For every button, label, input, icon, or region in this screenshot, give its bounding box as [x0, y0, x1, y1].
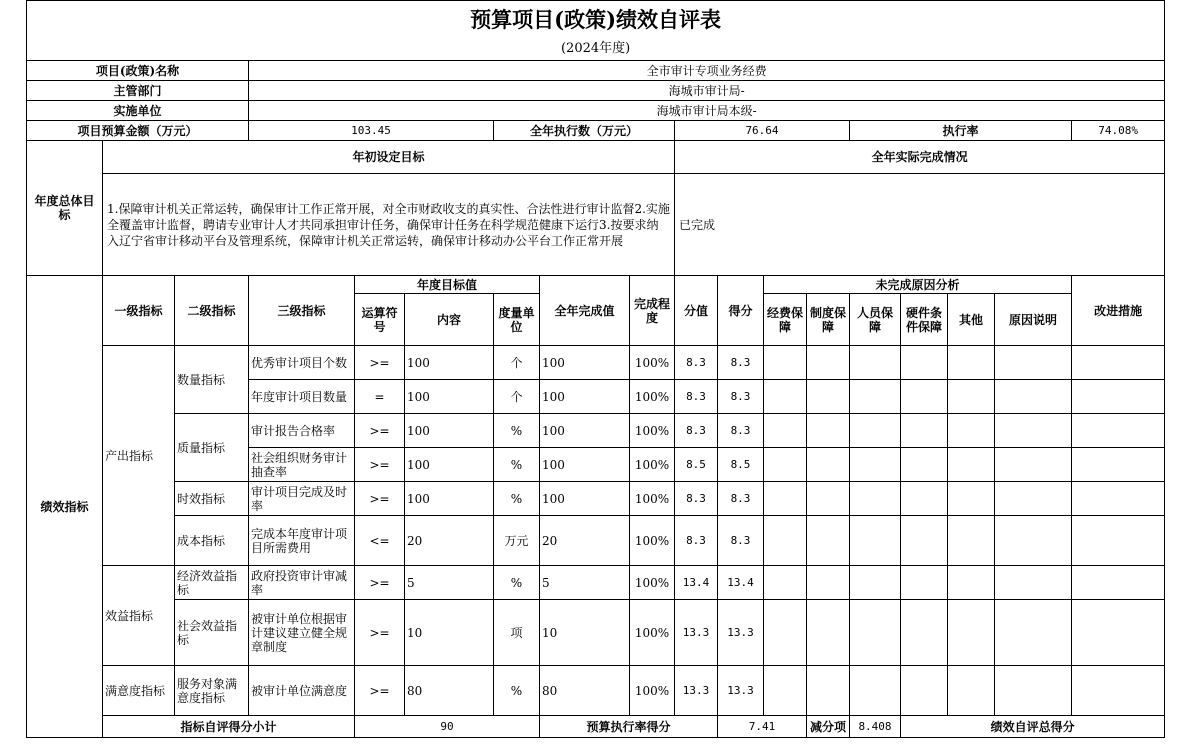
operator-cell: >= — [355, 666, 405, 716]
level1-satisfaction: 满意度指标 — [103, 666, 175, 716]
total-score-label: 绩效自评总得分 — [901, 716, 1165, 738]
value-cell: 13.3 — [675, 600, 718, 666]
operator-cell: <= — [355, 516, 405, 566]
level2-economic: 经济效益指标 — [175, 566, 249, 600]
reason-funding-header: 经费保障 — [764, 294, 807, 346]
actual-cell: 100 — [540, 380, 630, 414]
execution-label: 全年执行数（万元） — [494, 121, 675, 141]
actual-cell: 10 — [540, 600, 630, 666]
score-cell: 8.5 — [718, 448, 764, 482]
level2-quality: 质量指标 — [175, 414, 249, 482]
score-cell: 8.3 — [718, 516, 764, 566]
actual-cell: 100 — [540, 482, 630, 516]
level3-cell: 审计报告合格率 — [249, 414, 355, 448]
actual-cell: 20 — [540, 516, 630, 566]
degree-cell: 100% — [630, 448, 675, 482]
content-cell: 10 — [405, 600, 494, 666]
unit-label: 实施单位 — [27, 101, 249, 121]
score-cell: 13.3 — [718, 666, 764, 716]
self-evaluation-sheet — [26, 0, 1164, 742]
improvement-header: 改进措施 — [1072, 276, 1165, 346]
value-cell: 8.3 — [675, 380, 718, 414]
incomplete-reason-header: 未完成原因分析 — [764, 276, 1072, 294]
actual-cell: 100 — [540, 346, 630, 380]
subtotal-label: 指标自评得分小计 — [103, 716, 355, 738]
evaluation-table — [26, 0, 1165, 738]
operator-cell: >= — [355, 566, 405, 600]
table-row — [27, 482, 1165, 516]
reason-other-header: 其他 — [948, 294, 995, 346]
operator-cell: >= — [355, 482, 405, 516]
degree-cell: 100% — [630, 666, 675, 716]
level3-cell: 优秀审计项目个数 — [249, 346, 355, 380]
degree-cell: 100% — [630, 482, 675, 516]
value-cell: 8.3 — [675, 346, 718, 380]
table-row — [27, 600, 1165, 666]
level3-cell: 被审计单位根据审计建议建立健全规章制度 — [249, 600, 355, 666]
project-name-label: 项目(政策)名称 — [27, 61, 249, 81]
content-cell: 5 — [405, 566, 494, 600]
annual-actual-header: 全年完成值 — [540, 276, 630, 346]
annual-target-header: 年度目标值 — [355, 276, 540, 294]
level2-timeliness: 时效指标 — [175, 482, 249, 516]
project-name-value: 全市审计专项业务经费 — [249, 61, 1165, 81]
score-header: 得分 — [718, 276, 764, 346]
value-cell: 8.5 — [675, 448, 718, 482]
actual-cell: 80 — [540, 666, 630, 716]
subtotal-value: 90 — [355, 716, 540, 738]
completion-degree-header: 完成程度 — [630, 276, 675, 346]
unit-cell: % — [494, 482, 540, 516]
reason-hardware-header: 硬件条件保障 — [901, 294, 948, 346]
exec-rate-score-label: 预算执行率得分 — [540, 716, 718, 738]
department-label: 主管部门 — [27, 81, 249, 101]
reason-staff-header: 人员保障 — [850, 294, 901, 346]
actual-cell: 100 — [540, 414, 630, 448]
value-cell: 13.3 — [675, 666, 718, 716]
budget-label: 项目预算金额（万元） — [27, 121, 249, 141]
execution-value: 76.64 — [675, 121, 850, 141]
level1-header: 一级指标 — [103, 276, 175, 346]
level2-social: 社会效益指标 — [175, 600, 249, 666]
actual-cell: 5 — [540, 566, 630, 600]
value-cell: 8.3 — [675, 414, 718, 448]
content-cell: 100 — [405, 482, 494, 516]
degree-cell: 100% — [630, 516, 675, 566]
level1-output: 产出指标 — [103, 346, 175, 566]
score-value-header: 分值 — [675, 276, 718, 346]
actual-completion-text: 已完成 — [675, 174, 1165, 276]
level3-cell: 政府投资审计审减率 — [249, 566, 355, 600]
operator-cell: >= — [355, 414, 405, 448]
degree-cell: 100% — [630, 566, 675, 600]
degree-cell: 100% — [630, 346, 675, 380]
page-title: 预算项目(政策)绩效自评表 — [27, 1, 1165, 39]
unit-cell: 万元 — [494, 516, 540, 566]
score-cell: 8.3 — [718, 482, 764, 516]
table-row — [27, 516, 1165, 566]
unit-cell: % — [494, 566, 540, 600]
table-row — [27, 414, 1165, 448]
score-cell: 8.3 — [718, 414, 764, 448]
content-cell: 80 — [405, 666, 494, 716]
reason-explain-header: 原因说明 — [995, 294, 1072, 346]
budget-value: 103.45 — [249, 121, 494, 141]
unit-cell: 个 — [494, 346, 540, 380]
reason-system-header: 制度保障 — [807, 294, 850, 346]
degree-cell: 100% — [630, 600, 675, 666]
score-cell: 8.3 — [718, 346, 764, 380]
unit-value: 海城市审计局本级- — [249, 101, 1165, 121]
operator-cell: >= — [355, 600, 405, 666]
year-subtitle: (2024年度) — [27, 39, 1165, 61]
execution-rate-label: 执行率 — [850, 121, 1072, 141]
unit-cell: % — [494, 666, 540, 716]
level2-cost: 成本指标 — [175, 516, 249, 566]
actual-cell: 100 — [540, 448, 630, 482]
unit-cell: % — [494, 414, 540, 448]
deduction-value: 8.408 — [850, 716, 901, 738]
content-cell: 20 — [405, 516, 494, 566]
operator-cell: = — [355, 380, 405, 414]
execution-rate-value: 74.08% — [1072, 121, 1165, 141]
level1-benefit: 效益指标 — [103, 566, 175, 666]
unit-cell: % — [494, 448, 540, 482]
level3-cell: 被审计单位满意度 — [249, 666, 355, 716]
content-cell: 100 — [405, 448, 494, 482]
level3-cell: 社会组织财务审计抽查率 — [249, 448, 355, 482]
level3-cell: 完成本年度审计项目所需费用 — [249, 516, 355, 566]
actual-completion-header: 全年实际完成情况 — [675, 141, 1165, 174]
level2-header: 二级指标 — [175, 276, 249, 346]
content-cell: 100 — [405, 346, 494, 380]
content-cell: 100 — [405, 380, 494, 414]
table-row — [27, 666, 1165, 716]
level3-cell: 审计项目完成及时率 — [249, 482, 355, 516]
level2-service: 服务对象满意度指标 — [175, 666, 249, 716]
exec-rate-score-value: 7.41 — [718, 716, 807, 738]
degree-cell: 100% — [630, 414, 675, 448]
operator-cell: >= — [355, 346, 405, 380]
unit-header: 度量单位 — [494, 294, 540, 346]
value-cell: 13.4 — [675, 566, 718, 600]
set-goal-text: 1.保障审计机关正常运转，确保审计工作正常开展，对全市财政收支的真实性、合法性进行审计监督2.实施全覆盖审计监督，聘请专业审计人才共同承担审计任务，确保审计任务在科学规范健康下运行3.按要求纳入辽宁省审计移动平台及管理系统，保障审计机关正常运转，确保审计移动办公平台工作正常开展 — [103, 174, 675, 276]
degree-cell: 100% — [630, 380, 675, 414]
deduction-label: 减分项 — [807, 716, 850, 738]
set-goal-header: 年初设定目标 — [103, 141, 675, 174]
value-cell: 8.3 — [675, 482, 718, 516]
score-cell: 8.3 — [718, 380, 764, 414]
content-cell: 100 — [405, 414, 494, 448]
level2-quantity: 数量指标 — [175, 346, 249, 414]
performance-indicators-label: 绩效指标 — [27, 276, 103, 738]
content-header: 内容 — [405, 294, 494, 346]
annual-goal-label: 年度总体目标 — [27, 141, 103, 276]
level3-header: 三级指标 — [249, 276, 355, 346]
unit-cell: 个 — [494, 380, 540, 414]
table-row — [27, 566, 1165, 600]
department-value: 海城市审计局- — [249, 81, 1165, 101]
operator-header: 运算符号 — [355, 294, 405, 346]
score-cell: 13.3 — [718, 600, 764, 666]
operator-cell: >= — [355, 448, 405, 482]
level3-cell: 年度审计项目数量 — [249, 380, 355, 414]
score-cell: 13.4 — [718, 566, 764, 600]
value-cell: 8.3 — [675, 516, 718, 566]
unit-cell: 项 — [494, 600, 540, 666]
table-row — [27, 346, 1165, 380]
